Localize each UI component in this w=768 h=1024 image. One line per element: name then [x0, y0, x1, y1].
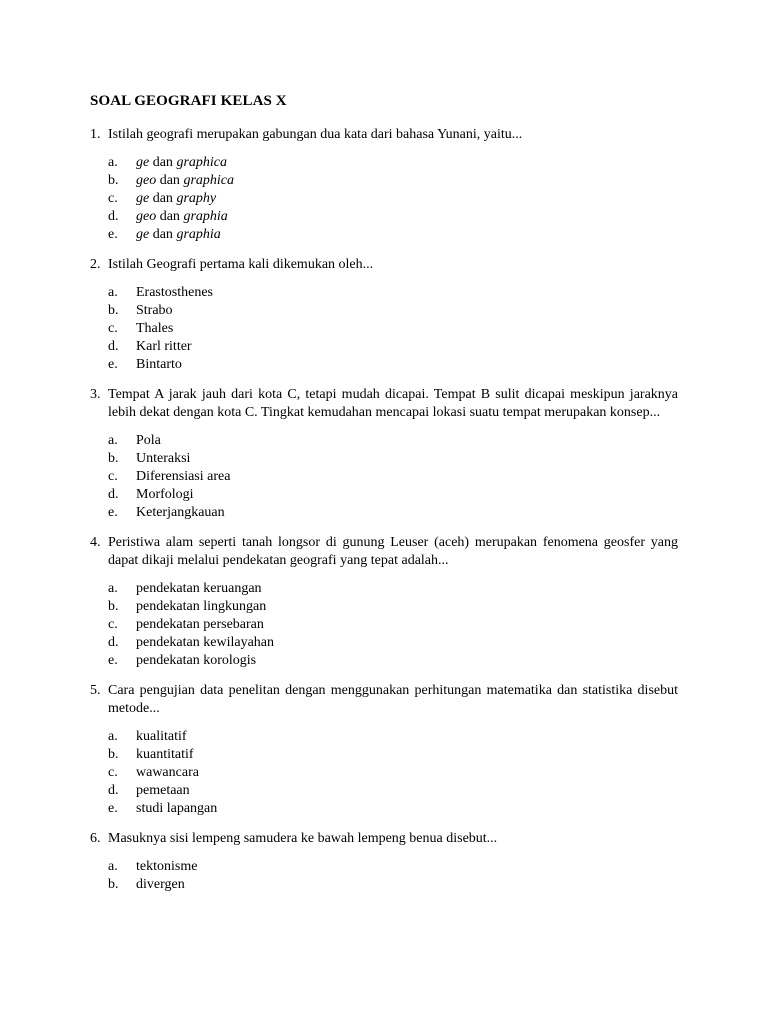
question-text: Masuknya sisi lempeng samudera ke bawah lempeng benua disebut...	[108, 831, 498, 846]
option-letter: d.	[108, 339, 119, 354]
option-text: Unteraksi	[136, 451, 191, 466]
option-text	[136, 226, 221, 244]
option-term: ge	[136, 227, 150, 242]
answer-options	[108, 728, 678, 818]
answer-option	[108, 782, 678, 800]
answer-option	[108, 876, 678, 894]
answer-option	[108, 468, 678, 486]
answer-option	[108, 858, 678, 876]
option-text: Karl ritter	[136, 339, 192, 354]
answer-option	[108, 616, 678, 634]
option-text: Bintarto	[136, 357, 182, 372]
option-text: Thales	[136, 321, 174, 336]
option-text: kuantitatif	[136, 747, 194, 762]
option-letter: d.	[108, 487, 119, 502]
document-page	[90, 92, 678, 906]
option-text: Morfologi	[136, 487, 194, 502]
option-connector: dan	[156, 173, 184, 188]
option-text: wawancara	[136, 765, 199, 780]
question-text: Peristiwa alam seperti tanah longsor di gunung Leuser (aceh) merupakan fenomena geosfer yang dapat dikaji melalui pendekatan geografi yang tepat adalah...	[108, 535, 678, 568]
option-text: divergen	[136, 877, 185, 892]
option-letter: a.	[108, 433, 118, 448]
answer-option	[108, 450, 678, 468]
option-text: pemetaan	[136, 783, 190, 798]
option-letter: b.	[108, 877, 119, 892]
option-letter: b.	[108, 451, 119, 466]
answer-option	[108, 226, 678, 244]
answer-options	[108, 154, 678, 244]
answer-options	[108, 858, 678, 894]
option-term: graphica	[176, 155, 227, 170]
option-letter: d.	[108, 783, 119, 798]
option-term: ge	[136, 155, 150, 170]
option-letter: c.	[108, 191, 118, 206]
option-text: kualitatif	[136, 729, 187, 744]
option-letter: c.	[108, 765, 118, 780]
answer-option	[108, 634, 678, 652]
answer-option	[108, 190, 678, 208]
answer-option	[108, 356, 678, 374]
option-text: Diferensiasi area	[136, 469, 231, 484]
option-letter: b.	[108, 599, 119, 614]
question-text: Tempat A jarak jauh dari kota C, tetapi mudah dicapai. Tempat B sulit dicapai meskipun jaraknya lebih dekat dengan kota C. Tingkat kemudahan mencapai lokasi suatu tempat merupakan konsep...	[108, 387, 678, 420]
option-text: pendekatan kewilayahan	[136, 635, 274, 650]
answer-option	[108, 432, 678, 450]
answer-option	[108, 764, 678, 782]
option-letter: e.	[108, 801, 118, 816]
question-number: 6.	[90, 831, 101, 846]
answer-options	[108, 580, 678, 670]
answer-option	[108, 728, 678, 746]
option-letter: a.	[108, 155, 118, 170]
option-text: pendekatan lingkungan	[136, 599, 267, 614]
option-letter: c.	[108, 617, 118, 632]
option-text: Pola	[136, 433, 161, 448]
option-letter: a.	[108, 581, 118, 596]
option-connector: dan	[149, 227, 177, 242]
answer-option	[108, 320, 678, 338]
option-letter: e.	[108, 357, 118, 372]
option-letter: e.	[108, 505, 118, 520]
question-number: 4.	[90, 535, 101, 550]
option-term: graphia	[183, 209, 228, 224]
option-text: Erastosthenes	[136, 285, 213, 300]
option-letter: a.	[108, 859, 118, 874]
option-letter: e.	[108, 653, 118, 668]
option-text: pendekatan korologis	[136, 653, 257, 668]
question-number: 2.	[90, 257, 101, 272]
answer-option	[108, 800, 678, 818]
option-letter: b.	[108, 303, 119, 318]
option-text	[136, 154, 227, 172]
question-text: Istilah geografi merupakan gabungan dua kata dari bahasa Yunani, yaitu...	[108, 127, 523, 142]
answer-option	[108, 580, 678, 598]
option-text: pendekatan keruangan	[136, 581, 262, 596]
option-term: geo	[136, 209, 157, 224]
question-number: 5.	[90, 683, 101, 698]
option-term: graphia	[176, 227, 221, 242]
question-6	[90, 830, 678, 894]
option-term: ge	[136, 191, 150, 206]
option-term: graphica	[183, 173, 234, 188]
option-text: tektonisme	[136, 859, 198, 874]
option-letter: e.	[108, 227, 118, 242]
option-letter: d.	[108, 209, 119, 224]
question-number: 3.	[90, 387, 101, 402]
answer-option	[108, 504, 678, 522]
answer-option	[108, 746, 678, 764]
answer-option	[108, 154, 678, 172]
option-text: Keterjangkauan	[136, 505, 225, 520]
answer-option	[108, 208, 678, 226]
answer-options	[108, 284, 678, 374]
option-text: pendekatan persebaran	[136, 617, 264, 632]
option-letter: d.	[108, 635, 119, 650]
answer-option	[108, 652, 678, 670]
option-text	[136, 208, 228, 226]
option-text: Strabo	[136, 303, 173, 318]
option-letter: b.	[108, 173, 119, 188]
answer-option	[108, 284, 678, 302]
answer-option	[108, 486, 678, 504]
question-number: 1.	[90, 127, 101, 142]
option-text: studi lapangan	[136, 801, 218, 816]
answer-option	[108, 338, 678, 356]
question-text: Cara pengujian data penelitan dengan menggunakan perhitungan matematika dan statistika disebut metode...	[108, 683, 678, 716]
option-text	[136, 190, 216, 208]
answer-option	[108, 302, 678, 320]
question-1	[90, 126, 678, 244]
question-5	[90, 682, 678, 818]
option-connector: dan	[149, 191, 177, 206]
option-letter: a.	[108, 729, 118, 744]
option-text	[136, 172, 234, 190]
option-letter: c.	[108, 321, 118, 336]
question-3	[90, 386, 678, 522]
option-letter: b.	[108, 747, 119, 762]
option-term: geo	[136, 173, 157, 188]
option-term: graphy	[176, 191, 217, 206]
question-text: Istilah Geografi pertama kali dikemukan oleh...	[108, 257, 374, 272]
question-2	[90, 256, 678, 374]
option-letter: c.	[108, 469, 118, 484]
answer-option	[108, 598, 678, 616]
answer-options	[108, 432, 678, 522]
answer-option	[108, 172, 678, 190]
option-connector: dan	[149, 155, 177, 170]
option-connector: dan	[156, 209, 184, 224]
document-title: SOAL GEOGRAFI KELAS X	[90, 93, 287, 109]
question-4	[90, 534, 678, 670]
option-letter: a.	[108, 285, 118, 300]
